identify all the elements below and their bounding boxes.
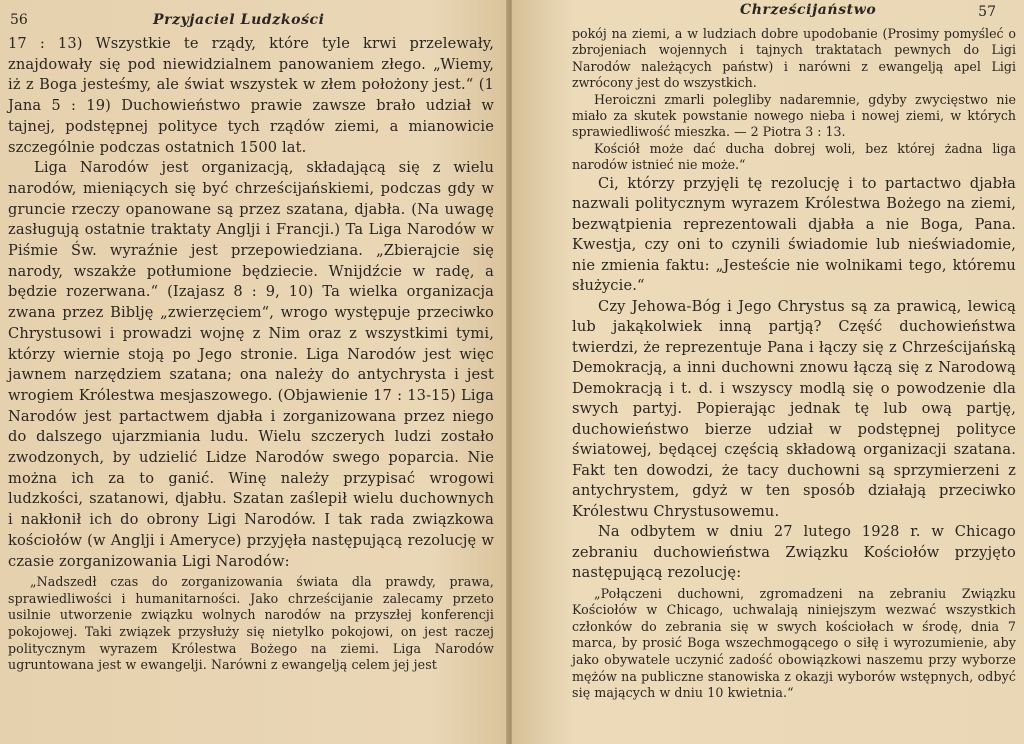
paragraph: Na odbytem w dniu 27 lutego 1928 r. w Chicago zebraniu duchowieństwa Związku Kościołów przyjęto następującą rezolucję: <box>572 523 1016 582</box>
left-page <box>0 0 508 744</box>
quote-text: Kościół może dać ducha dobrej woli, bez której żadna liga narodów istnieć nie może.“ <box>572 140 1016 173</box>
running-head: Chrześcijaństwo <box>740 2 877 18</box>
page-number: 57 <box>978 4 996 20</box>
right-body-text <box>572 174 1016 584</box>
right-page <box>512 0 1024 744</box>
quote-text: „Nadszedł czas do zorganizowania świata dla prawdy, prawa, sprawiedliwości i humanitarności. Jako chrześcijanie zalecamy przeto usilnie utworzenie związku wolnych narodów na przyszłej konferencji pokojowej. Taki związek przysłuży się nietylko pokojowi, on jest raczej politycznym wyrazem Królestwa Bożego na ziemi. Liga Narodów ugruntowana jest w ewangelji. Narówni z ewangelją celem jej jest <box>8 574 494 673</box>
paragraph: Czy Jehowa-Bóg i Jego Chrystus są za prawicą, lewicą lub jakąkolwiek inną partją? Część duchowieństwa twierdzi, że reprezentuje Pana i łączy się z Chrześcijańską Demokracją, a inni duchowni znowu łączą się z Narodową Demokracją i t. d. i wszyscy modlą się o powodzenie dla swych partyj. Popierając jednak tę lub ową partję, duchowieństwo bierze udział w podstępnej polityce światowej, będącej częścią składową organizacji szatana. Fakt ten dowodzi, że tacy duchowni są sprzymierzeni z antychrystem, gdyż w ten sposób działają przeciwko Królestwu Chrystusowemu. <box>572 297 1016 520</box>
paragraph: Liga Narodów jest organizacją, składającą się z wielu narodów, mieniących się być chrześcijańskiemi, podczas gdy w gruncie rzeczy opanowane są przez szatana, djabła. (Na uwagę zasługują ostatnie traktaty Anglji i Francji.) Ta Liga Narodów w Piśmie Św. wyraźnie jest przepowiedziana. „Zbierajcie się narody, wszakże potłumione będziecie. Wnijdźcie w radę, a będzie rozerwana.“ (Izajasz 8 : 9, 10) Ta wielka organizacja zwana przez Biblję „zwierzęciem“, wrogo występuje przeciwko Chrystusowi i prowadzi wojnę z Nim oraz z wszystkimi tymi, którzy wiernie stoją po Jego stronie. Liga Narodów jest więc jawnem narzędziem szatana; ona należy do antychrysta i jest wrogiem Królestwa mesjaszowego. (Objawienie 17 : 13-15) Liga Narodów jest partactwem djabła i zorganizowana przez niego do dalszego ujarzmiania ludu. Wielu szczerych ludzi zostało zwodzonych, by udzielić Lidze Narodów swego poparcia. Nie można ich za to ganić. Winę należy przypisać wrogowi ludzkości, szatanowi, djabłu. Szatan zaślepił wielu duchownych i nakłonił ich do obrony Ligi Narodów. I tak rada związkowa kościołów (w Anglji i Ameryce) przyjęła następującą rezolucję w czasie zorganizowania Ligi Narodów: <box>8 159 494 570</box>
quote-text: Heroiczni zmarli polegliby nadaremnie, gdyby zwycięstwo nie miało za skutek powstanie nowego nieba i nowej ziemi, w których sprawiedliwość mieszka. — 2 Piotra 3 : 13. <box>572 91 1016 140</box>
right-page-header <box>572 4 1016 26</box>
quote-text: „Połączeni duchowni, zgromadzeni na zebraniu Związku Kościołów w Chicago, uchwalają niniejszym wezwać wszystkich członków do zebrania się w swych kościołach w środę, dnia 7 marca, by prosić Boga wszechmogącego o siłę i wyrozumienie, aby jako obywatele uczynić zadość obowiązkowi naszemu przy wyborze mężów na publiczne stanowiska z okazji wyborów wstępnych, odbyć się mających w dniu 10 kwietnia.“ <box>572 585 1016 701</box>
quote-continuation <box>572 26 1016 174</box>
quoted-resolution <box>8 574 494 674</box>
paragraph: 17 : 13) Wszystkie te rządy, które tyle krwi przelewały, znajdowały się pod niewidzialnem panowaniem złego. „Wiemy, iż z Boga jesteśmy, ale świat wszystek w złem położony jest.“ (1 Jana 5 : 19) Duchowieństwo prawie zawsze brało udział w tajnej, podstępnej polityce tych rządów ziemi, a mianowicie szczególnie podczas ostatnich 1500 lat. <box>8 35 494 156</box>
left-page-header <box>8 12 494 34</box>
quote-text: pokój na ziemi, a w ludziach dobre upodobanie (Prosimy pomyśleć o zbrojeniach wojennych i tajnych traktatach pewnych do Ligi Narodów należących państw) i narówni z ewangelją apel Ligi zwrócony jest do wszystkich. <box>572 26 1016 91</box>
running-head: Przyjaciel Ludzkości <box>153 12 325 28</box>
page-number: 56 <box>10 12 28 28</box>
left-body-text <box>8 34 494 572</box>
quoted-resolution <box>572 586 1016 702</box>
paragraph: Ci, którzy przyjęli tę rezolucję i to partactwo djabła nazwali politycznym wyrazem Królestwa Bożego na ziemi, bezwątpienia reprezentowali djabła a nie Boga, Pana. Kwestja, czy oni to czynili świadomie lub nieświadomie, nie zmienia faktu: „Jesteście nie wolnikami tego, któremu służycie.“ <box>572 174 1016 295</box>
